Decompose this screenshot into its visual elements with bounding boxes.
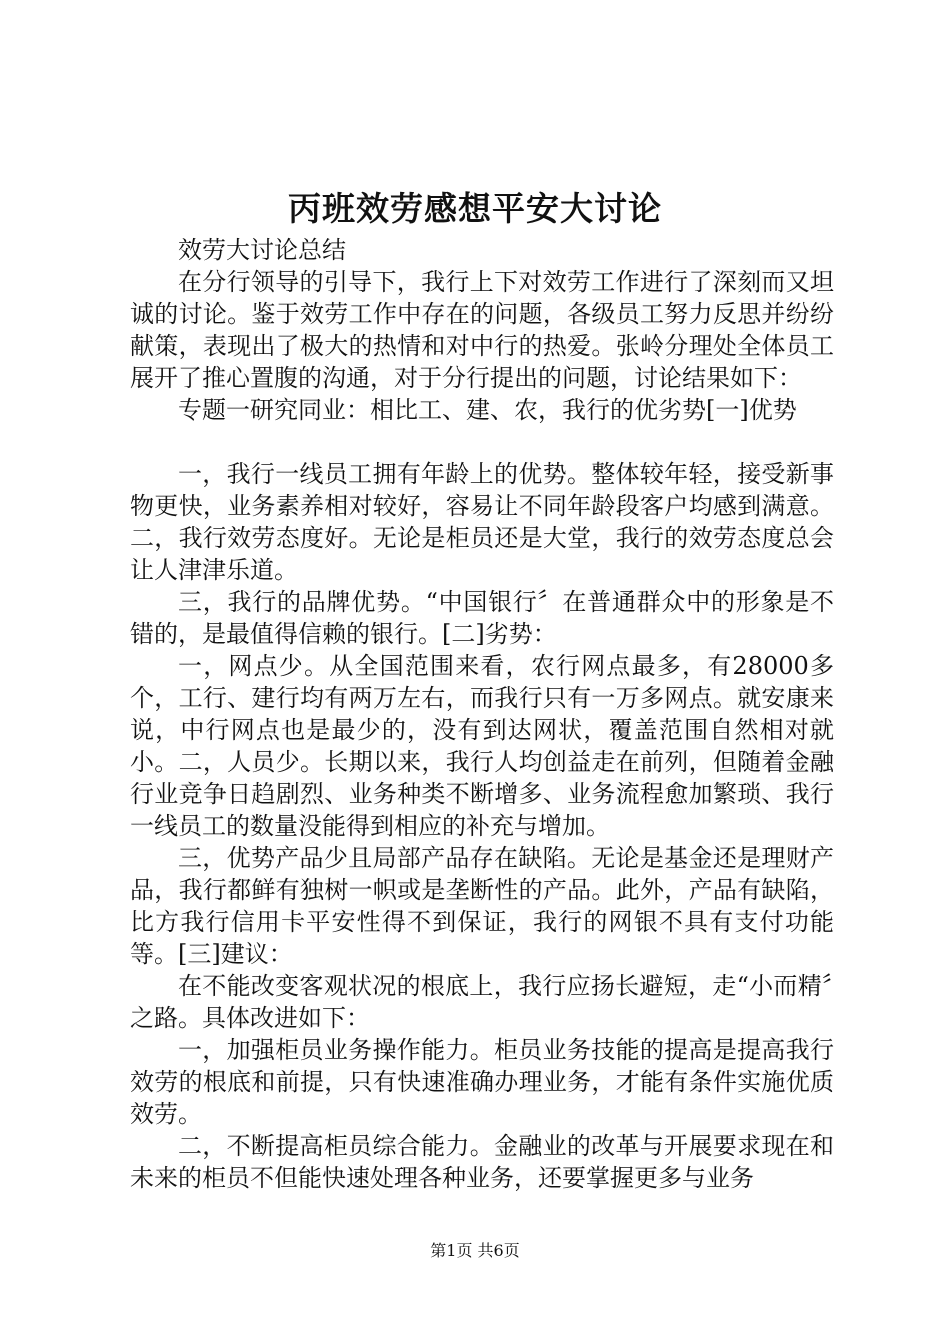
paragraph-disadvantage-three: 三，优势产品少且局部产品存在缺陷。无论是基金还是理财产品，我行都鲜有独树一帜或是垄断性的产品。此外，产品有缺陷，比方我行信用卡平安性得不到保证，我行的网银不具有支付功能等。[三]建议：	[130, 844, 834, 968]
paragraph-suggestion-one: 一，加强柜员业务操作能力。柜员业务技能的提高是提高我行效劳的根底和前提，只有快速准确办理业务，才能有条件实施优质效劳。	[130, 1036, 834, 1128]
paragraph-advantage-three: 三，我行的品牌优势。“中国银行〞在普通群众中的形象是不错的，是最值得信赖的银行。[二]劣势：	[130, 588, 834, 648]
paragraph-disadvantage-one-two: 一，网点少。从全国范围来看，农行网点最多，有28000多个，工行、建行均有两万左右，而我行只有一万多网点。就安康来说，中行网点也是最少的，没有到达网状，覆盖范围自然相对就小。二，人员少。长期以来，我行人均创益走在前列，但随着金融行业竞争日趋剧烈、业务种类不断增多、业务流程愈加繁琐、我行一线员工的数量没能得到相应的补充与增加。	[130, 652, 834, 840]
paragraph-advantage-one-two: 一，我行一线员工拥有年龄上的优势。整体较年轻，接受新事物更快，业务素养相对较好，容易让不同年龄段客户均感到满意。二，我行效劳态度好。无论是柜员还是大堂，我行的效劳态度总会让人津津乐道。	[130, 460, 834, 584]
document-body	[130, 234, 834, 1194]
paragraph-intro: 在分行领导的引导下，我行上下对效劳工作进行了深刻而又坦诚的讨论。鉴于效劳工作中存在的问题，各级员工努力反思并纷纷献策，表现出了极大的热情和对中行的热爱。张岭分理处全体员工展开了推心置腹的沟通，对于分行提出的问题，讨论结果如下：	[130, 268, 834, 392]
paragraph-suggestion-intro: 在不能改变客观状况的根底上，我行应扬长避短，走“小而精〞之路。具体改进如下：	[130, 972, 834, 1032]
paragraph-suggestion-two: 二，不断提高柜员综合能力。金融业的改革与开展要求现在和未来的柜员不但能快速处理各种业务，还要掌握更多与业务	[130, 1132, 834, 1192]
paragraph-summary-heading: 效劳大讨论总结	[178, 236, 346, 264]
page-footer: 第1页 共6页	[430, 1241, 520, 1260]
paragraph-topic-one: 专题一研究同业：相比工、建、农，我行的优劣势[一]优势	[178, 396, 797, 424]
document-title: 丙班效劳感想平安大讨论	[288, 189, 662, 228]
